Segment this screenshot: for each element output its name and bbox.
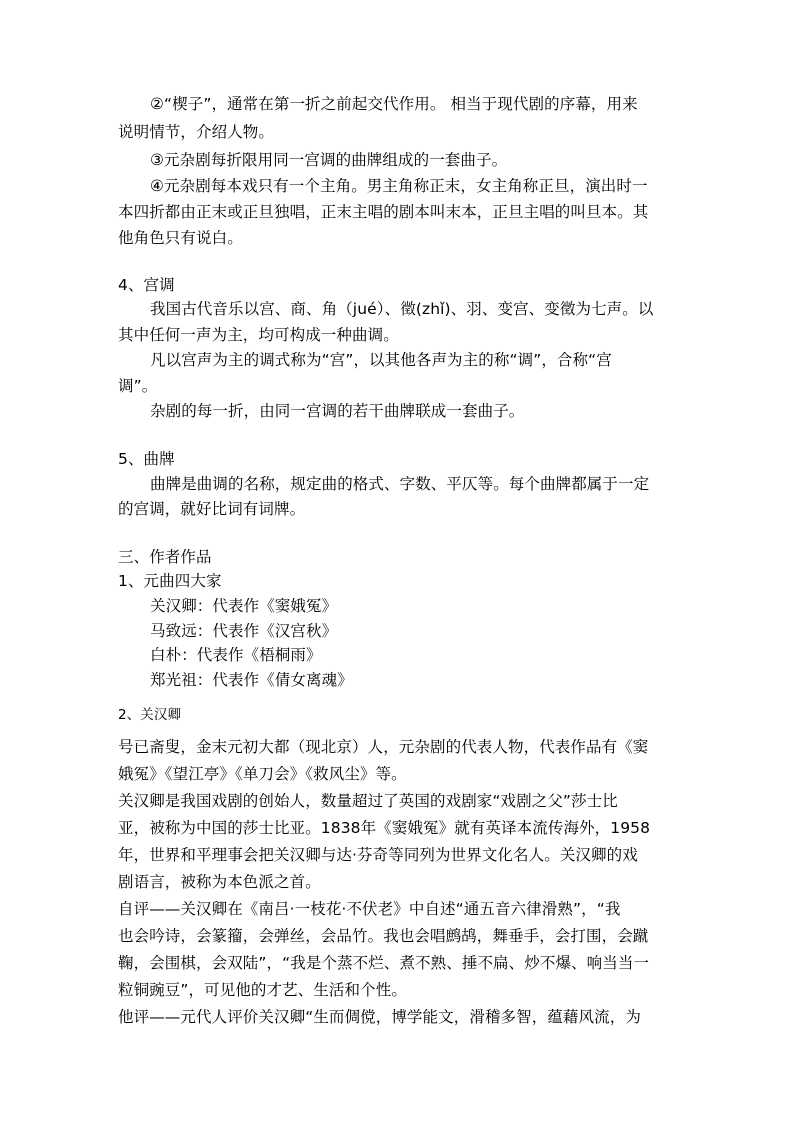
text-line: 关汉卿：代表作《窦娥冤》 xyxy=(150,597,338,615)
text-line: 杂剧的每一折，由同一宫调的若干曲牌联成一套曲子。 xyxy=(150,402,525,420)
text-line: 鞠，会围棋，会双陆”，“我是个蒸不烂、煮不熟、捶不扁、炒不爆、响当当一 xyxy=(118,954,650,972)
text-line: 4、宫调 xyxy=(118,276,175,294)
text-line: 郑光祖：代表作《倩女离魂》 xyxy=(150,671,353,689)
text-line: 年，世界和平理事会把关汉卿与达·芬奇等同列为世界文化名人。关汉卿的戏 xyxy=(118,846,638,864)
text-line: 的宫调，就好比词有词牌。 xyxy=(118,500,306,518)
text-line: 粒铜豌豆”，可见他的才艺、生活和个性。 xyxy=(118,981,407,999)
text-line: ②“楔子”，通常在第一折之前起交代作用。 相当于现代剧的序幕，用来 xyxy=(150,95,638,113)
text-line: 亚，被称为中国的莎士比亚。1838年《窦娥冤》就有英译本流传海外，1958 xyxy=(118,819,651,837)
text-line: 凡以宫声为主的调式称为“宫”，以其他各声为主的称“调”，合称“宫 xyxy=(150,351,612,369)
text-line: 娥冤》《望江亭》《单刀会》《救风尘》等。 xyxy=(118,765,407,783)
text-line: 曲牌是曲调的名称，规定曲的格式、字数、平仄等。每个曲牌都属于一定 xyxy=(150,475,650,493)
text-line: 马致远：代表作《汉宫秋》 xyxy=(150,622,338,640)
text-line: 号已斋叟，金末元初大都（现北京）人，元杂剧的代表人物，代表作品有《窦 xyxy=(118,738,649,756)
text-line: 5、曲牌 xyxy=(118,450,175,468)
text-line: 本四折都由正末或正旦独唱，正末主唱的剧本叫末本，正旦主唱的叫旦本。其 xyxy=(118,203,649,221)
text-line: 自评——关汉卿在《南吕·一枝花·不伏老》中自述“通五音六律滑熟”，“我 xyxy=(118,900,621,918)
text-line: 2、关汉卿 xyxy=(118,707,182,723)
text-line: ④元杂剧每本戏只有一个主角。男主角称正末，女主角称正旦，演出时一 xyxy=(150,177,648,195)
text-line: 剧语言，被称为本色派之首。 xyxy=(118,873,321,891)
text-line: 1、元曲四大家 xyxy=(118,572,222,590)
text-line: 其中任何一声为主，均可构成一种曲调。 xyxy=(118,326,399,344)
text-line: 我国古代音乐以宫、商、角（jué）、徵(zhǐ)、羽、变宫、变徵为七声。以 xyxy=(150,300,654,318)
text-line: 调”。 xyxy=(118,377,158,395)
text-line: 也会吟诗，会篆籀，会弹丝，会品竹。我也会唱鹧鸪，舞垂手，会打围，会蹴 xyxy=(118,927,649,945)
text-line: 他评——元代人评价关汉卿“生而倜傥，博学能文，滑稽多智，蕴藉风流，为 xyxy=(118,1008,641,1026)
text-line: 白朴：代表作《梧桐雨》 xyxy=(150,646,322,664)
text-line: ③元杂剧每折限用同一宫调的曲牌组成的一套曲子。 xyxy=(150,151,508,169)
text-line: 三、作者作品 xyxy=(118,548,212,566)
text-line: 说明情节，介绍人物。 xyxy=(118,123,275,141)
text-line: 他角色只有说白。 xyxy=(118,229,243,247)
text-line: 关汉卿是我国戏剧的创始人，数量超过了英国的戏剧家“戏剧之父”莎士比 xyxy=(118,792,618,810)
